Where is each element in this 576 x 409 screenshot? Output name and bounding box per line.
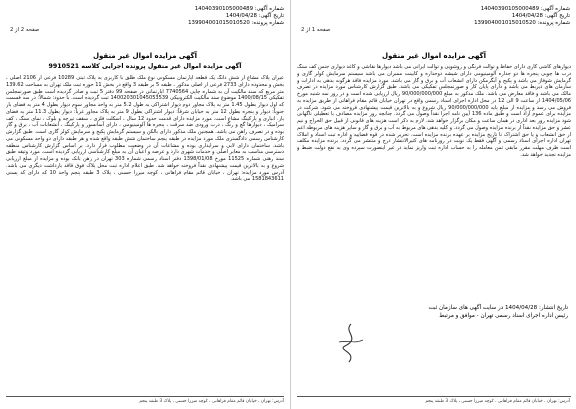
ad-date-value: 1404/04/28 (225, 13, 257, 19)
file-number-label: شماره پرونده: (537, 20, 570, 26)
file-number-value: 139904001015010520 (188, 20, 250, 26)
file-number-value: 139904001015010520 (474, 20, 536, 26)
ad-date-value: 1404/04/28 (511, 13, 543, 19)
publish-date: تاریخ انتشار: 1404/04/28 (504, 305, 568, 311)
ad-date-label: تاریخ آگهی: (544, 13, 570, 19)
ad-body-text: عیران پلاک مشاع از شش دانگ یک قطعه آپارتمان مسکونی نوع ملک طلق با کاربری به پلاک ثبتی 10289 فرعی از 2106 اصلی ، بخش و محدوده دارای 2733 فرعی از اصلی مذکور ، طبقه 5 بر طبقه 3 واقع در بخش 11 حوزه ثبت ملک تهران به مساحت 139.62 متر مربع که سند مالکیت آن به شماره چاپی 7740564 اپارتمانی در صفحه 99 دفتر 5 ثبت و صادر گردیده است طبق صورتمجلس تفکیکی 1400/08/15 موضوع سند مالکیت الکترونیکی 140020301045053539 ثبت گردیده است. با حدود: شمالاً: در سه قسمت که اول دیوار بطول 1.45 متر به پلاک مجاور دوم دیوار اشتراکی به طول 5.2 متر به واحد مجاور سوم دیوار بطول 4 متر به فضای باز جنوباً: دیوار و پنجره بطول 12 متر به خیابان شرقاً: دیوار اشتراکی بطول 9 متر به پلاک مجاور غرباً: دیوار بطول 11.3 متر به فضای باز. انباری و پارکینگ مشاع است. مورد مزایده دارای قدمت حدود 12 سال ، اسکلت فلزی ، سقف تیرچه و بلوک ، نمای سنگ ، کف سرامیک ، دیوارها گچ و رنگ ، درب ورودی ضد سرقت ، پنجره ها آلومینیومی ، دارای آسانسور و پارکینگ ، انشعابات آب ، برق و گاز بوده و در تصرف راهن می باشد. همچنین ملک مذکور دارای بالکن و سیستم گرمایش پکیج و سرمایش کولر گازی است. طبق گزارش کارشناس رسمی دادگستری ملک مورد مزایده در طبقه پنجم ساختمان شش طبقه واقع شده و هر طبقه دارای دو واحد مسکونی می باشد. ساختمان دارای لابی و سرایداری بوده و مشاعات آن در وضعیت مطلوب قرار دارد. بر اساس گزارش کارشناس منطقه دسترسی مناسب به معابر اصلی و خدمات شهری دارد و عرصه و اعیان آن به مبلغ کارشناسی ارزیابی گردیده است. مورد وثیقه طبق سند رهنی شماره 11525 مورخ 1398/01/08 دفتر اسناد رسمی شماره 303 تهران در رهن بانک بوده و مزایده از مبلغ ارزیابی شروع و به بالاترین قیمت پیشنهادی نقداً فروخته خواهد شد. طبق اعلام اداره ثبت محل پلاک فوق فاقد بازداشت دیگری می باشد. آدرس مورد مزایده: تهران ، خیابان قائم مقام فراهانی ، کوچه میرزا حسنی ، پلاک 3 طبقه پنجم واحد 10 که دارای کد پستی 1581843611 می باشد. (6, 75, 284, 183)
ad-body-text: دیوارهای کاشی کاری دارای حفاظ و توالت فرنگی و روشویی و توالت ایرانی می باشد دیوارها نقاشی و کاغذ دیواری جنس کف سنگ درب ها چوبی پنجره ها دو جداره آلومینیومی دارای شیشه دوجداره و کابینت ممبران می باشد سیستم سرمایش کولر گازی و گرمایش شوفاژ می باشد و پکیج و آبگرمکن دارای انشعاب آب و برق و گاز می باشد. مورد مزایده فاقد هرگونه بدهی به ادارات و سازمان های ذیربط می باشد و دارای پایان کار و صورتمجلس تفکیکی می باشد. طبق گزارش کارشناس مورد مزایده در تصرف مالک می باشد و فاقد معارض می باشد. ملک مذکور به مبلغ 90/000/000/000 ریال ارزیابی شده است و در روز سه شنبه مورخ 1404/05/06 از ساعت 9 الی 12 در محل اداره اجرای اسناد رسمی واقع در تهران خیابان قائم مقام فراهانی از طریق مزایده به فروش می رسد و مزایده از مبلغ پایه 90/000/000/000 ریال شروع و به بالاترین قیمت پیشنهادی فروخته می شود. شرکت در مزایده برای عموم آزاد است و طبق ماده 136 آیین نامه اجرا نقداً وصول می گردد. چنانچه روز مزایده مصادف با تعطیلی ناگهانی شود مزایده روز بعد اداری در همان ساعت و مکان برگزار خواهد شد. لازم به ذکر است هزینه های قانونی از قبیل حق الحراج و نیم عشر و حق مزایده نقداً از برنده مزایده وصول می گردد. و کلیه بدهی های مربوط به آب و برق و گاز و سایر هزینه های مربوطه اعم از حق انشعاب و یا حق اشتراک تا تاریخ مزایده بر عهده برنده مزایده است. تحریر شده در قوه قضاییه و اداره ثبت اسناد و املاک تهران اداره اجرای اسناد رسمی و آگهی فقط یک نوبت در روزنامه های کثیرالانتشار درج و منتشر می گردد. برنده مزایده مکلف است ظرف مهلت مقرر مابقی ثمن معامله را به حساب اداره ثبت واریز نماید در غیر اینصورت سپرده وی به نفع دولت ضبط و مزایده تجدید خواهد شد. (297, 64, 571, 158)
ad-number-value: 14040390105000489 (480, 6, 539, 12)
ad-date-label: تاریخ آگهی: (258, 13, 284, 19)
file-number-label: شماره پرونده: (251, 20, 284, 26)
publish-prefix: در سایت آگهی های سازمان ثبت (428, 305, 504, 311)
ad-number-label: شماره آگهی: (254, 6, 284, 12)
ad-subtitle: آگهی مزایده اموال غیر منقول پرونده اجرایی کلاسه 9910521 (48, 63, 242, 70)
ad-title: آگهی مزایده اموال غیر منقول (92, 52, 198, 60)
page-number: صفحه 1 از 2 (301, 27, 331, 33)
signature-mark (331, 322, 371, 364)
ad-number-label: شماره آگهی: (540, 6, 570, 12)
left-page-meta (164, 6, 284, 27)
right-page-meta (450, 6, 570, 27)
page-number: صفحه 2 از 2 (10, 27, 40, 33)
ad-title: آگهی مزایده اموال غیر منقول (381, 52, 487, 60)
right-page (290, 0, 576, 409)
officer-title: رئیس اداره اجرای اسناد رسمی تهران - موافق و مرتبط (439, 313, 568, 319)
footer-address: آدرس: تهران ، خیابان قائم مقام فراهانی ، کوچه میرزا حسنی ، پلاک 3 طبقه پنجم (425, 399, 570, 404)
ad-number-value: 14040390105000489 (194, 6, 253, 12)
footer-address: آدرس: تهران ، خیابان قائم مقام فراهانی ، کوچه میرزا حسنی ، پلاک 3 طبقه پنجم (139, 399, 284, 404)
footer-divider (6, 396, 284, 397)
footer-divider (297, 396, 571, 397)
publish-info (298, 304, 568, 320)
